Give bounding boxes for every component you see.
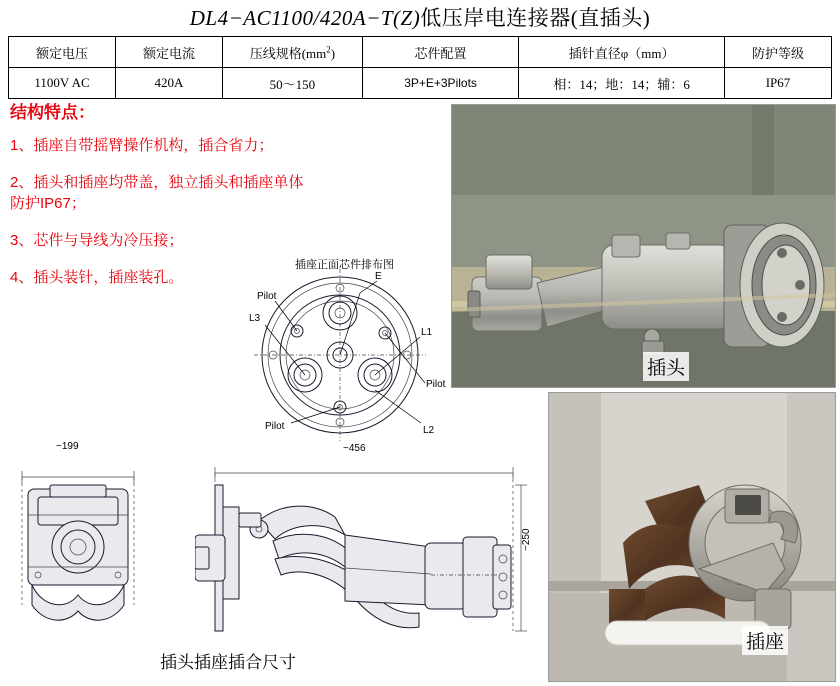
drawing-side-view bbox=[195, 443, 535, 645]
title-model: DL4−AC1100/420A−T(Z) bbox=[189, 6, 421, 30]
features-heading: 结构特点： bbox=[10, 103, 95, 122]
pin-label-l3: L3 bbox=[249, 313, 261, 324]
pin-label-e: E bbox=[375, 271, 382, 282]
photo-socket bbox=[548, 392, 836, 682]
cell-rated-voltage: 1100V AC bbox=[9, 68, 116, 99]
pin-diagram-caption: 插座正面芯件排布图 bbox=[295, 259, 394, 271]
photo-plug bbox=[451, 104, 836, 388]
pin-label-pilot-right: Pilot bbox=[426, 379, 446, 390]
header-pin-diameter: 插针直径φ（mm） bbox=[519, 37, 725, 68]
cell-protection-class: IP67 bbox=[724, 68, 831, 99]
header-core-config: 芯件配置 bbox=[362, 37, 518, 68]
table-row bbox=[9, 68, 832, 99]
feature-item-1: 1、插座自带摇臂操作机构，插合省力； bbox=[10, 137, 274, 154]
feature-item-4: 4、插头装针，插座装孔。 bbox=[10, 269, 184, 286]
page-title bbox=[0, 2, 840, 32]
dim-side-width: ~456 bbox=[343, 443, 366, 454]
pin-label-l1: L1 bbox=[421, 327, 433, 338]
header-wire-spec bbox=[222, 37, 362, 68]
spec-table bbox=[8, 36, 832, 99]
cell-pin-diameter: 相：14；地：14；辅：6 bbox=[519, 68, 725, 99]
header-wire-spec-main: 压线规格(mm bbox=[249, 45, 327, 61]
header-wire-spec-sup: 2 bbox=[326, 44, 331, 55]
cell-rated-current: 420A bbox=[115, 68, 222, 99]
header-protection-class: 防护等级 bbox=[724, 37, 831, 68]
pin-label-pilot-top: Pilot bbox=[257, 291, 277, 302]
dim-side-height: ~250 bbox=[521, 528, 532, 551]
cell-wire-spec: 50～150 bbox=[222, 68, 362, 99]
table-header-row bbox=[9, 37, 832, 68]
pin-label-pilot-left: Pilot bbox=[265, 421, 285, 432]
header-rated-current: 额定电流 bbox=[115, 37, 222, 68]
header-rated-voltage: 额定电压 bbox=[9, 37, 116, 68]
feature-item-3: 3、芯件与导线为冷压接； bbox=[10, 232, 184, 249]
dim-front-width: ~199 bbox=[56, 441, 79, 452]
feature-item-2: 2、插头和插座均带盖，独立插头和插座单体防护IP67； bbox=[10, 174, 304, 212]
drawing-front-view bbox=[8, 441, 148, 635]
photo-socket-label: 插座 bbox=[742, 626, 788, 655]
pin-layout-diagram bbox=[235, 255, 450, 455]
drawing-caption: 插头插座插合尺寸 bbox=[160, 653, 296, 672]
photo-plug-label: 插头 bbox=[643, 352, 689, 381]
cell-core-config: 3P+E+3Pilots bbox=[362, 68, 518, 99]
pin-label-l2: L2 bbox=[423, 425, 435, 436]
title-name: 低压岸电连接器(直插头) bbox=[420, 6, 651, 30]
header-wire-spec-tail: ) bbox=[330, 45, 336, 61]
